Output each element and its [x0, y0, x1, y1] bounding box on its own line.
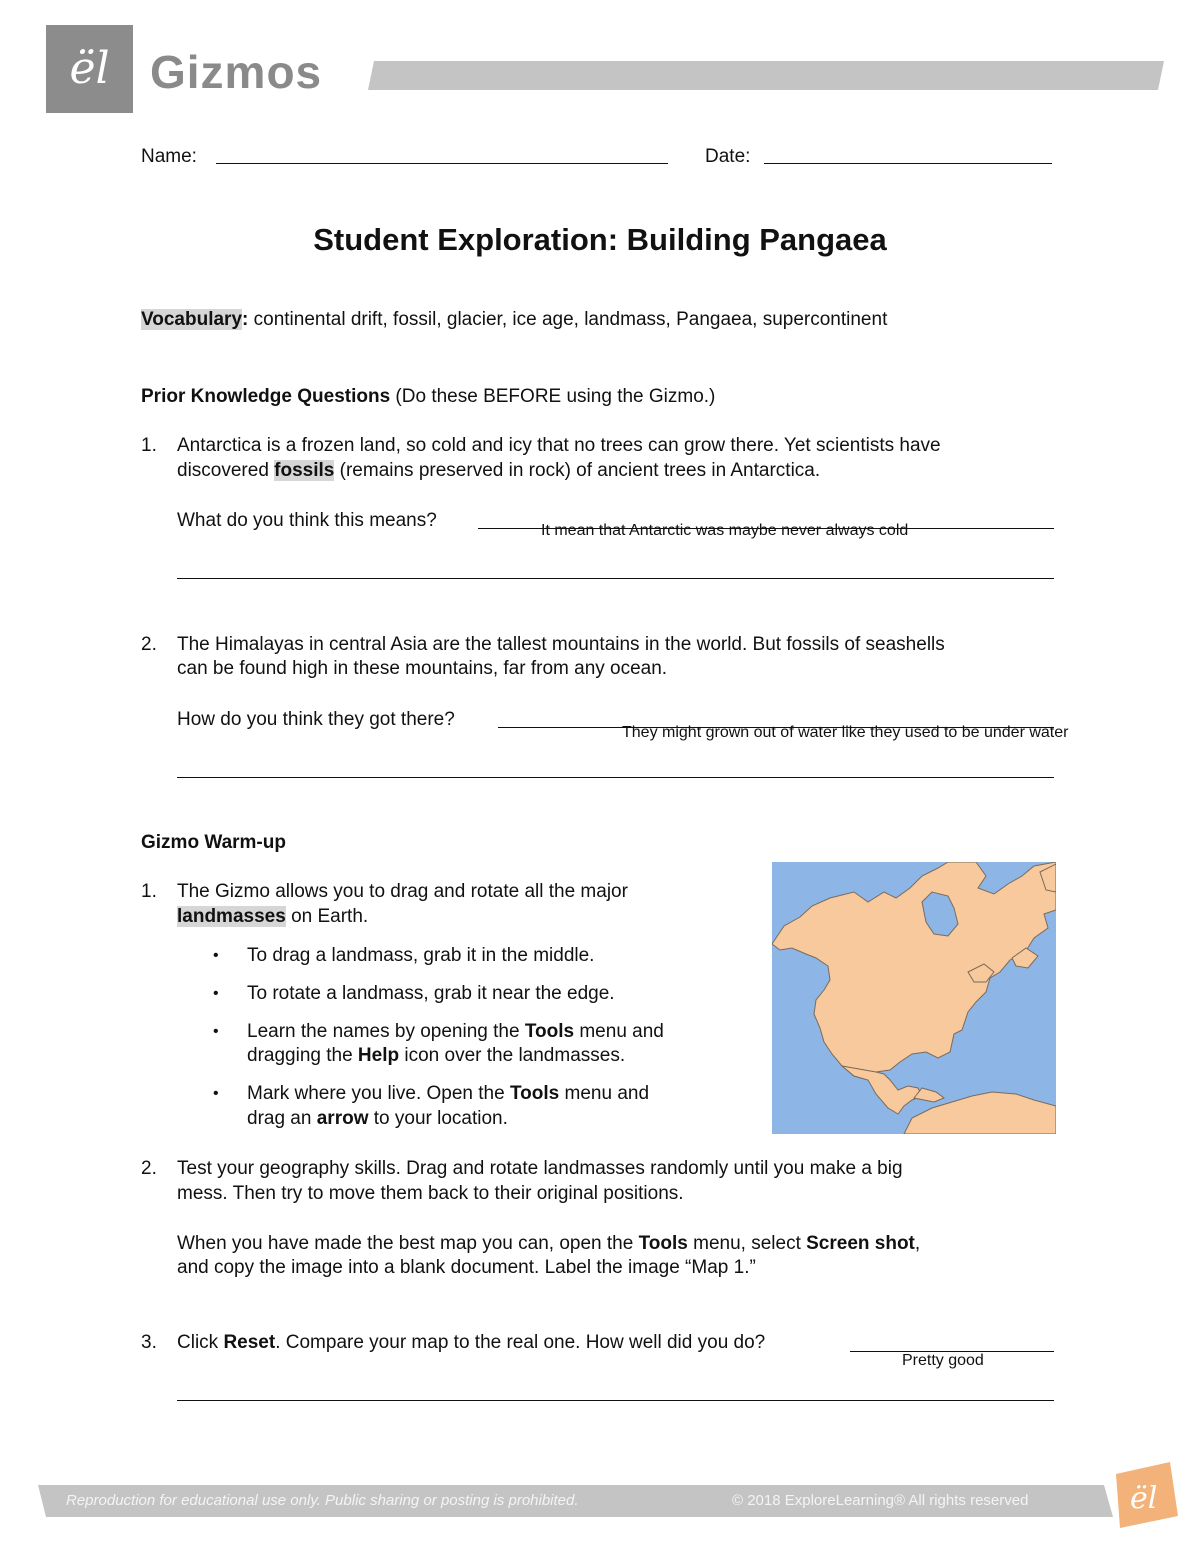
- bullet-mark-line2: [247, 1107, 508, 1131]
- footer-copyright: © 2018 ExploreLearning® All rights reserved: [732, 1492, 1029, 1509]
- bullet-dot: •: [213, 1085, 219, 1102]
- bullet-dot: •: [213, 1023, 219, 1040]
- explorelearning-corner-logo: [1108, 1462, 1178, 1528]
- bullet-mark-e: to your location.: [368, 1108, 508, 1129]
- warmup-q2-para2-line2: and copy the image into a blank document. Label the image “Map 1.”: [177, 1257, 756, 1278]
- warmup-q2-p2-a: When you have made the best map you can, open the: [177, 1233, 639, 1254]
- prior-q1-line2-a: discovered: [177, 460, 275, 481]
- warmup-q3-answer-line-2[interactable]: [177, 1400, 1054, 1401]
- prior-q1-number: 1.: [141, 435, 157, 456]
- bullet-names-line2: [247, 1044, 625, 1068]
- warmup-q3-a: Click: [177, 1332, 224, 1353]
- warmup-q1-number: 1.: [141, 881, 157, 902]
- bullet-mark-d: drag an: [247, 1108, 317, 1129]
- warmup-q2-p2-b: menu, select: [687, 1233, 807, 1254]
- footer-notice: Reproduction for educational use only. Public sharing or posting is prohibited.: [66, 1492, 579, 1509]
- warmup-q3-text: [177, 1331, 765, 1355]
- prior-q1-prompt: What do you think this means?: [177, 510, 437, 531]
- prior-q2-line1: The Himalayas in central Asia are the tallest mountains in the world. But fossils of seashells: [177, 634, 945, 655]
- prior-q1-answer-line-2[interactable]: [177, 578, 1054, 579]
- prior-knowledge-heading: [141, 385, 715, 409]
- term-landmasses: landmasses: [177, 906, 286, 927]
- prior-q1-line2-b: (remains preserved in rock) of ancient trees in Antarctica.: [334, 460, 821, 481]
- warmup-q2-p2-c: ,: [914, 1233, 921, 1254]
- bullet-drag: To drag a landmass, grab it in the middle.: [247, 945, 595, 966]
- warmup-q2-line2: mess. Then try to move them back to their original positions.: [177, 1183, 684, 1204]
- term-fossils: fossils: [274, 460, 335, 481]
- prior-q2-answer-line-2[interactable]: [177, 777, 1054, 778]
- header-bar: [368, 61, 1164, 90]
- warmup-q2-para2-line1: [177, 1232, 920, 1256]
- warmup-heading: Gizmo Warm-up: [141, 832, 286, 853]
- el-logo-glyph: ël: [69, 43, 110, 94]
- warmup-q1-line1: The Gizmo allows you to drag and rotate all the major: [177, 881, 628, 902]
- warmup-q2-screenshot: Screen shot: [806, 1233, 915, 1254]
- bullet-mark-tools: Tools: [509, 1083, 560, 1104]
- bullet-names-e: icon over the landmasses.: [399, 1045, 626, 1066]
- prior-q1-answer: It mean that Antarctic was maybe never always cold: [541, 522, 909, 539]
- warmup-q3-answer: Pretty good: [902, 1352, 984, 1369]
- vocabulary-line: [141, 308, 887, 332]
- name-label: Name:: [141, 146, 197, 167]
- prior-heading-note: (Do these BEFORE using the Gizmo.): [390, 386, 716, 407]
- name-field-line[interactable]: [216, 163, 668, 164]
- bullet-mark-arrow: arrow: [316, 1108, 369, 1129]
- warmup-q2-tools: Tools: [638, 1233, 688, 1254]
- bullet-mark-a: Mark where you live. Open the: [247, 1083, 510, 1104]
- bullet-mark-line1: [247, 1082, 649, 1106]
- vocabulary-label: Vocabulary: [141, 309, 243, 330]
- page-title: Student Exploration: Building Pangaea: [313, 222, 887, 257]
- prior-q1-line1: Antarctica is a frozen land, so cold and icy that no trees can grow there. Yet scientists have: [177, 435, 941, 456]
- bullet-names-d: dragging the: [247, 1045, 358, 1066]
- warmup-q1-line2-b: on Earth.: [285, 906, 369, 927]
- bullet-dot: •: [213, 985, 219, 1002]
- warmup-q2-line1: Test your geography skills. Drag and rotate landmasses randomly until you make a big: [177, 1158, 903, 1179]
- bullet-dot: •: [213, 947, 219, 964]
- warmup-q3-number: 3.: [141, 1332, 157, 1353]
- date-label: Date:: [705, 146, 751, 167]
- prior-q2-number: 2.: [141, 634, 157, 655]
- bullet-mark-c: menu and: [559, 1083, 650, 1104]
- bullet-names-a: Learn the names by opening the: [247, 1021, 525, 1042]
- svg-text:ël: ël: [1130, 1481, 1158, 1516]
- bullet-names-line1: [247, 1020, 664, 1044]
- prior-q2-answer: They might grown out of water like they used to be under water: [622, 724, 1069, 741]
- bullet-names-c: menu and: [574, 1021, 664, 1042]
- bullet-names-tools: Tools: [524, 1021, 575, 1042]
- prior-heading-text: Prior Knowledge Questions: [141, 386, 391, 407]
- vocabulary-terms: continental drift, fossil, glacier, ice age, landmass, Pangaea, supercontinent: [248, 309, 888, 330]
- warmup-q1-line2: [177, 905, 368, 929]
- warmup-q3-reset: Reset: [223, 1332, 276, 1353]
- prior-q2-prompt: How do you think they got there?: [177, 709, 455, 730]
- date-field-line[interactable]: [764, 163, 1052, 164]
- vocabulary-colon: :: [242, 309, 249, 330]
- warmup-q3-b: . Compare your map to the real one. How well did you do?: [275, 1332, 766, 1353]
- bullet-names-help: Help: [357, 1045, 400, 1066]
- brand-title: Gizmos: [150, 46, 323, 98]
- warmup-q2-number: 2.: [141, 1158, 157, 1179]
- prior-q1-line2: [177, 459, 820, 483]
- prior-q2-line2: can be found high in these mountains, far from any ocean.: [177, 658, 668, 679]
- bullet-rotate: To rotate a landmass, grab it near the edge.: [247, 983, 615, 1004]
- north-america-map: [772, 862, 1056, 1134]
